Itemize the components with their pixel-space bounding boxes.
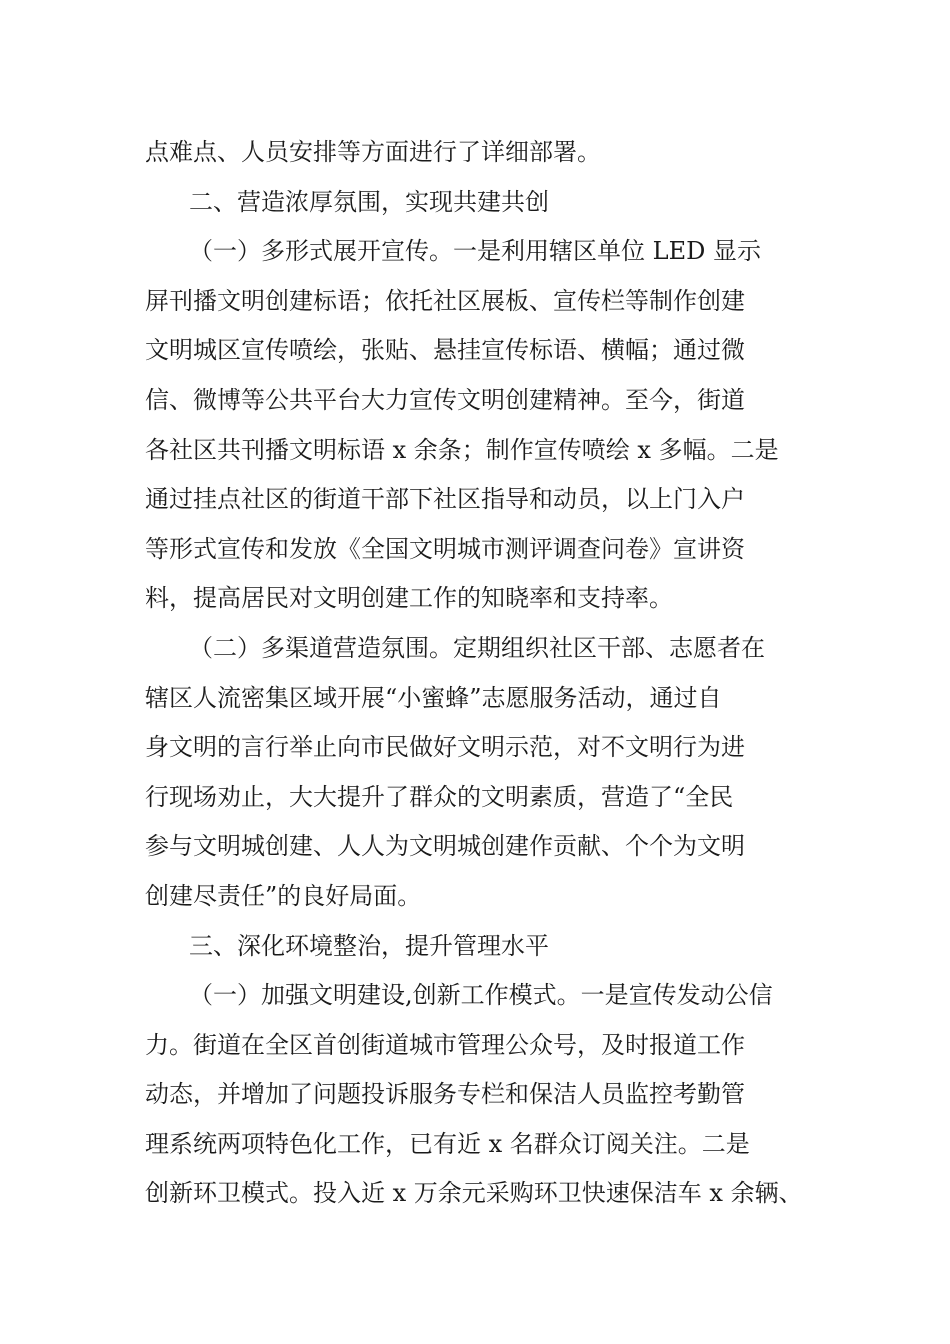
text-line: 各社区共刊播文明标语 x 余条；制作宣传喷绘 x 多幅。二是: [145, 435, 779, 464]
text-line: 行现场劝止，大大提升了群众的文明素质，营造了“全民: [145, 782, 734, 811]
text-line: 屏刊播文明创建标语；依托社区展板、宣传栏等制作创建: [145, 286, 745, 315]
text-line: 信、微博等公共平台大力宣传文明创建精神。至今，街道: [145, 385, 745, 414]
section-heading: 三、深化环境整治，提升管理水平: [189, 931, 549, 960]
text-line: 点难点、人员安排等方面进行了详细部署。: [145, 138, 601, 166]
text-line: 力。街道在全区首创街道城市管理公众号，及时报道工作: [145, 1030, 745, 1059]
text-line: （一）加强文明建设,创新工作模式。一是宣传发动公信: [189, 981, 773, 1010]
text-line: 文明城区宣传喷绘，张贴、悬挂宣传标语、横幅；通过微: [145, 336, 745, 365]
text-line: 参与文明城创建、人人为文明城创建作贡献、个个为文明: [145, 832, 745, 861]
text-line: 身文明的言行举止向市民做好文明示范，对不文明行为进: [145, 733, 745, 762]
text-line: 理系统两项特色化工作，已有近 x 名群众订阅关注。二是: [145, 1129, 750, 1158]
text-line: 创建尽责任”的良好局面。: [145, 881, 422, 910]
text-line: 通过挂点社区的街道干部下社区指导和动员，以上门入户: [145, 485, 745, 514]
section-heading: 二、营造浓厚氛围，实现共建共创: [189, 187, 549, 216]
text-line: 动态，并增加了问题投诉服务专栏和保洁人员监控考勤管: [145, 1080, 745, 1109]
text-line: （二）多渠道营造氛围。定期组织社区干部、志愿者在: [189, 633, 765, 662]
text-line: 辖区人流密集区域开展“小蜜蜂”志愿服务活动，通过自: [145, 683, 722, 712]
text-line: 创新环卫模式。投入近 x 万余元采购环卫快速保洁车 x 余辆、: [145, 1179, 803, 1208]
body-text: [145, 128, 835, 1219]
text-line: 等形式宣传和发放《全国文明城市测评调查问卷》宣讲资: [145, 534, 745, 563]
text-line: 料，提高居民对文明创建工作的知晓率和支持率。: [145, 584, 673, 613]
text-line: （一）多形式展开宣传。一是利用辖区单位 LED 显示: [189, 237, 761, 266]
